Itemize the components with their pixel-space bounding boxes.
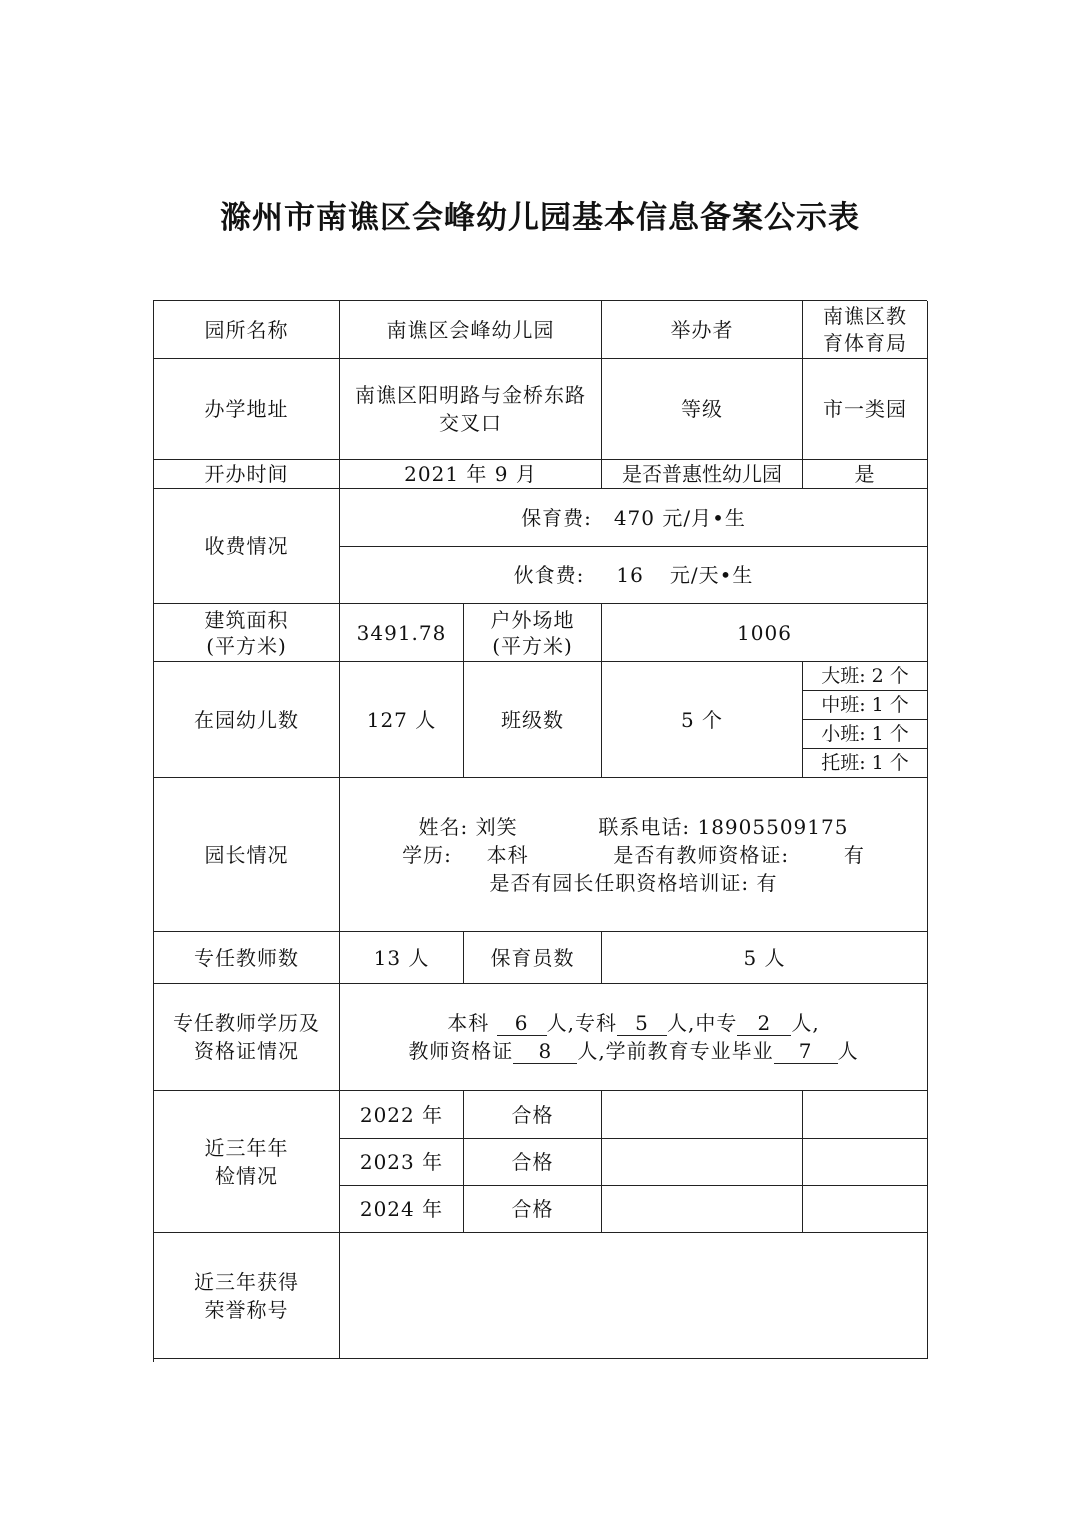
inspection-empty-cell [803, 1186, 928, 1233]
label-qualification: 专任教师学历及资格证情况 [154, 984, 340, 1091]
value-children: 127 人 [340, 662, 464, 778]
unit-label: 人 [577, 1039, 599, 1063]
inspection-empty-cell [803, 1139, 928, 1186]
junior-value: 5 [617, 1011, 667, 1036]
inspection-empty-cell [803, 1091, 928, 1139]
director-name-value: 刘笑 [475, 814, 518, 839]
class-item: 小班: 1 个 [803, 720, 928, 749]
director-phone-label: 联系电话: [598, 814, 691, 839]
value-organizer: 南谯区教育体育局 [803, 301, 928, 359]
label-class-count: 班级数 [464, 662, 602, 778]
care-fee-value: 470 元/月•生 [613, 505, 746, 530]
preschool-label: 学前教育专业毕业 [605, 1039, 774, 1063]
preschool-value: 7 [774, 1039, 838, 1064]
outdoor-area-label: 户外场地 [490, 607, 575, 632]
bachelor-value: 6 [497, 1011, 547, 1036]
class-item: 中班: 1 个 [803, 691, 928, 720]
label-building-area [154, 604, 340, 662]
secondary-value: 2 [737, 1011, 791, 1036]
label-grade: 等级 [602, 359, 803, 460]
cert-label: 教师资格证 [408, 1039, 514, 1063]
director-name-label: 姓名: [418, 814, 469, 839]
bachelor-label: 本科 [447, 1011, 490, 1035]
value-address: 南谯区阳明路与金桥东路交叉口 [340, 359, 602, 460]
care-fee-label: 保育费: [521, 505, 592, 530]
label-fees: 收费情况 [154, 489, 340, 604]
value-class-count: 5 个 [602, 662, 803, 778]
unit-label: 人 [837, 1039, 859, 1063]
value-building-area: 3491.78 [340, 604, 464, 662]
director-training-value: 有 [756, 870, 778, 895]
value-teachers: 13 人 [340, 932, 464, 984]
label-kindergarten-name: 园所名称 [154, 301, 340, 359]
class-item: 托班: 1 个 [803, 749, 928, 778]
inspection-empty-cell [602, 1139, 803, 1186]
director-training-label: 是否有园长任职资格培训证: [489, 870, 750, 895]
inspection-result: 合格 [464, 1139, 602, 1186]
unit-label: 人 [791, 1011, 813, 1035]
inspection-empty-cell [602, 1091, 803, 1139]
label-inclusive: 是否普惠性幼儿园 [602, 460, 803, 489]
class-item: 大班: 2 个 [803, 662, 928, 691]
meal-fee [340, 547, 928, 604]
meal-fee-label: 伙食费: [513, 563, 585, 587]
inspection-result: 合格 [464, 1186, 602, 1233]
building-area-label: 建筑面积 [204, 607, 289, 632]
inspection-result: 合格 [464, 1091, 602, 1139]
inspection-empty-cell [602, 1186, 803, 1233]
unit-label: 人 [546, 1011, 568, 1035]
junior-label: 专科 [575, 1011, 617, 1035]
inspection-year: 2022 年 [340, 1091, 464, 1139]
outdoor-area-unit: (平方米) [492, 633, 573, 658]
value-kindergarten-name: 南谯区会峰幼儿园 [340, 301, 602, 359]
meal-fee-value: 16 [616, 563, 644, 587]
label-organizer: 举办者 [602, 301, 803, 359]
label-teachers: 专任教师数 [154, 932, 340, 984]
label-address: 办学地址 [154, 359, 340, 460]
label-inspection: 近三年年检情况 [154, 1091, 340, 1233]
building-area-unit: (平方米) [206, 633, 287, 658]
info-table [153, 300, 927, 1362]
label-director: 园长情况 [154, 778, 340, 932]
label-children: 在园幼儿数 [154, 662, 340, 778]
value-open-date: 2021 年 9 月 [340, 460, 602, 489]
value-caregivers: 5 人 [602, 932, 928, 984]
meal-fee-unit: 元/天•生 [669, 563, 754, 587]
value-outdoor-area: 1006 [602, 604, 928, 662]
director-education-value: 本科 [486, 842, 529, 867]
value-inclusive: 是 [803, 460, 928, 489]
director-cert-label: 是否有教师资格证: [613, 842, 790, 867]
label-open-date: 开办时间 [154, 460, 340, 489]
qualification-info: 本科 6 人,专科 5 人,中专 2 人, 教师资格证 8 人,学前教育专业毕业 7 人 [340, 984, 928, 1091]
cert-value: 8 [513, 1039, 577, 1064]
label-outdoor-area [464, 604, 602, 662]
inspection-year: 2023 年 [340, 1139, 464, 1186]
director-cert-value: 有 [843, 842, 865, 867]
director-education-label: 学历: [402, 842, 452, 867]
value-honors [340, 1233, 928, 1359]
unit-label: 人 [667, 1011, 688, 1035]
care-fee [340, 489, 928, 547]
inspection-year: 2024 年 [340, 1186, 464, 1233]
director-info [340, 778, 928, 932]
label-honors: 近三年获得荣誉称号 [154, 1233, 340, 1359]
secondary-label: 中专 [695, 1011, 738, 1035]
value-grade: 市一类园 [803, 359, 928, 460]
director-phone-value: 18905509175 [697, 814, 849, 839]
page-title: 滁州市南谯区会峰幼儿园基本信息备案公示表 [220, 200, 860, 236]
label-caregivers: 保育员数 [464, 932, 602, 984]
